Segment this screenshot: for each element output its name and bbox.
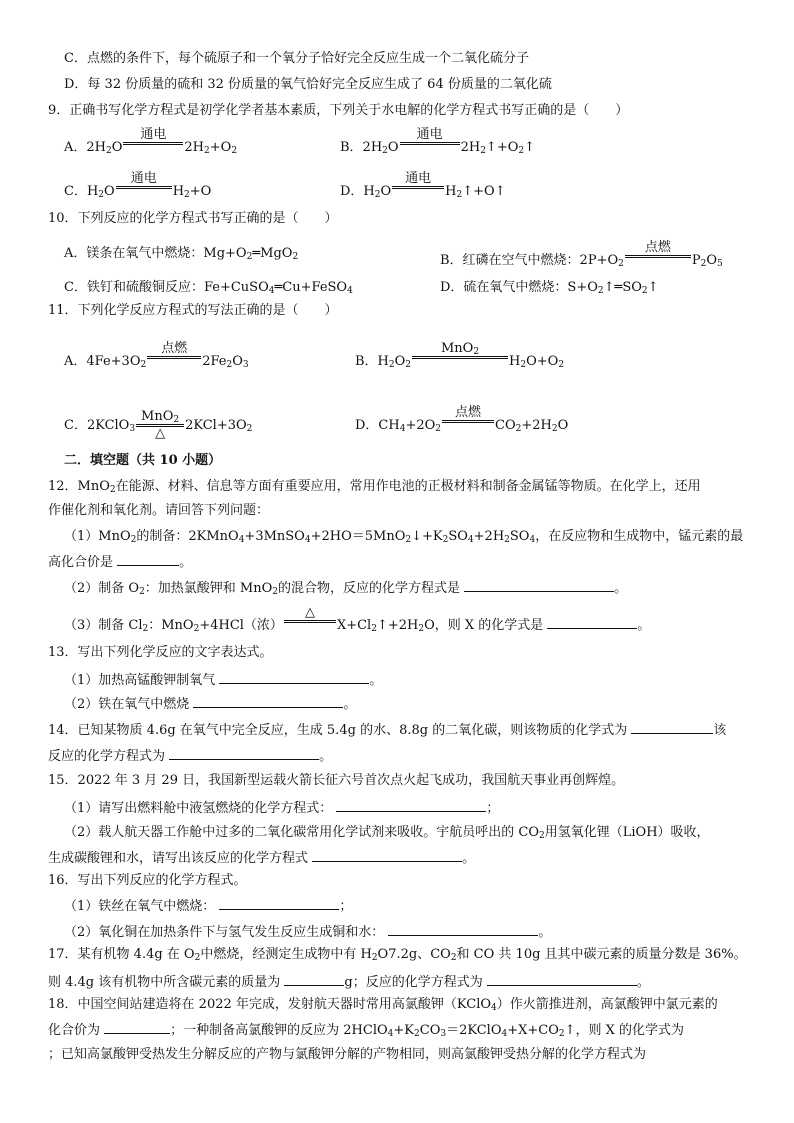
answer-blank[interactable] [219,670,369,684]
q9-option-d: D．$H_2O$ 通电 $H_2↑+O↑$ [340,171,506,200]
q12-stem-line1: 12．MnO$_2$在能源、材料、信息等方面有重要应用，常用作电池的正极材料和制备金属锰等物质。在化学上，还用 [48,479,701,495]
q15-part2-line2: 生成碳酸锂和水，请写出该反应的化学方程式 。 [48,848,475,868]
q12-part1-line1: （1）MnO$_2$的制备：$2KMnO_4+3MnSO_4+2HO=5MnO_2↓+K_2SO_4+2H_2SO_4$，在反应物和生成物中，锰元素的最 [64,529,744,545]
q11-option-a: A．$4Fe+3O_2$ 点燃 $2Fe_2O_3$ [64,341,249,370]
q11-option-b: B．$H_2O_2$ MnO$_2$ $H_2O+O_2$ [355,341,565,370]
q8-option-c: C．点燃的条件下，每个硫原子和一个氧分子恰好完全反应生成一个二氧化硫分子 [64,51,529,66]
answer-blank[interactable] [219,896,339,910]
q13-stem: 13．写出下列化学反应的文字表达式。 [48,645,273,660]
q16-stem: 16．写出下列反应的化学方程式。 [48,873,247,888]
q17-line2: 则 4.4g 该有机物中所含碳元素的质量为 g；反应的化学方程式为 。 [48,972,650,992]
q11-stem: 11．下列化学反应方程式的写法正确的是（ ） [48,303,338,318]
q15-stem: 15．2022 年 3 月 29 日，我国新型运载火箭长征六号首次点火起飞成功，我国航天事业再创辉煌。 [48,773,625,788]
q16-part2: （2）氧化铜在加热条件下与氢气发生反应生成铜和水： 。 [64,922,551,942]
q17-line1: 17．某有机物 4.4g 在 $O_2$中燃烧，经测定生成物中有 $H_2O7.2g$、$CO_2$和 CO 共 10g 且其中碳元素的质量分数是 36%。 [48,947,747,963]
q13-part2: （2）铁在氧气中燃烧 。 [64,694,356,714]
q14-line1: 14．已知某物质 4.6g 在氧气中完全反应，生成 5.4g 的水、8.8g 的二氧化碳，则该物质的化学式为 该 [48,720,726,740]
answer-blank[interactable] [104,1020,170,1034]
q15-part2-line1: （2）载人航天器工作舱中过多的二氧化碳常用化学试剂来吸收。宇航员呼出的 $CO_2$用氢氧化锂（LiOH）吸收， [64,825,710,841]
q15-part1: （1）请写出燃料舱中液氢燃烧的化学方程式： ； [64,798,499,818]
q10-option-c: C．铁钉和硫酸铜反应：Fe+CuSO$_4$═Cu+FeSO$_4$ [64,280,353,296]
q9-option-b: B．$2H_2O$ 通电 $2H_2↑+O_2↑$ [340,127,536,156]
q12-part1-line2: 高化合价是 。 [48,552,192,572]
answer-blank[interactable] [284,972,344,986]
answer-blank[interactable] [336,798,486,812]
q14-line2: 反应的化学方程式为 。 [48,746,332,766]
q12-part3: （3）制备 $Cl_2$：MnO$_2$+4HCl（浓） △ $X+Cl_2↑+2H_2O$，则 X 的化学式是 。 [64,605,651,634]
q10-stem: 10．下列反应的化学方程式书写正确的是（ ） [48,211,338,226]
q9-stem: 9．正确书写化学方程式是初学化学者基本素质，下列关于水电解的化学方程式书写正确的是（ ） [48,103,629,118]
q10-option-a: A．镁条在氧气中燃烧：$Mg+O_2═MgO_2$ [64,246,299,262]
q10-option-b: B．红磷在空气中燃烧：$2P+O_2$ 点燃 $P_2O_5$ [440,240,723,269]
q11-option-c: C．2KClO$_3$ MnO$_2$ △ $2KCl+3O_2$ [64,409,253,441]
q18-line3: ；已知高氯酸钾受热发生分解反应的产物与氯酸钾分解的产物相同，则高氯酸钾受热分解的化学方程式为 [48,1047,647,1062]
q13-part1: （1）加热高锰酸钾制氧气 。 [64,670,382,690]
q18-line1: 18．中国空间站建造将在 2022 年完成，发射航天器时常用高氯酸钾（KClO$_4$）作火箭推进剂，高氯酸钾中氯元素的 [48,997,718,1013]
q9-option-c: C．$H_2O$ 通电 $H_2+O$ [64,171,212,200]
q12-part2: （2）制备 $O_2$：加热氯酸钾和 MnO$_2$的混合物，反应的化学方程式是 。 [64,578,627,598]
section-heading: 二．填空题（共 10 小题） [64,453,222,468]
answer-blank[interactable] [312,848,462,862]
q11-option-d: D．$CH_4+2O_2$ 点燃 $CO_2+2H_2O$ [355,405,569,434]
q18-line2: 化合价为 ；一种制备高氯酸钾的反应为 $2HClO_4+K_2CO_3=2KClO_4+X+CO_2↑$，则 X 的化学式为 [48,1020,684,1040]
answer-blank[interactable] [487,972,637,986]
answer-blank[interactable] [169,746,319,760]
q10-option-d: D．硫在氧气中燃烧：$S+O_2↑═SO_2↑$ [440,280,659,296]
q9-option-a: A．$2H_2O$ 通电 $2H_2+O_2$ [64,127,238,156]
answer-blank[interactable] [547,615,637,629]
answer-blank[interactable] [193,694,343,708]
answer-blank[interactable] [117,552,179,566]
q16-part1: （1）铁丝在氧气中燃烧： ； [64,896,352,916]
q12-stem-line2: 作催化剂和氧化剂。请回答下列问题： [48,503,270,518]
answer-blank[interactable] [464,578,614,592]
q8-option-d: D．每 32 份质量的硫和 32 份质量的氧气恰好完全反应生成了 64 份质量的二氧化硫 [64,77,552,92]
answer-blank[interactable] [631,720,713,734]
answer-blank[interactable] [388,922,538,936]
